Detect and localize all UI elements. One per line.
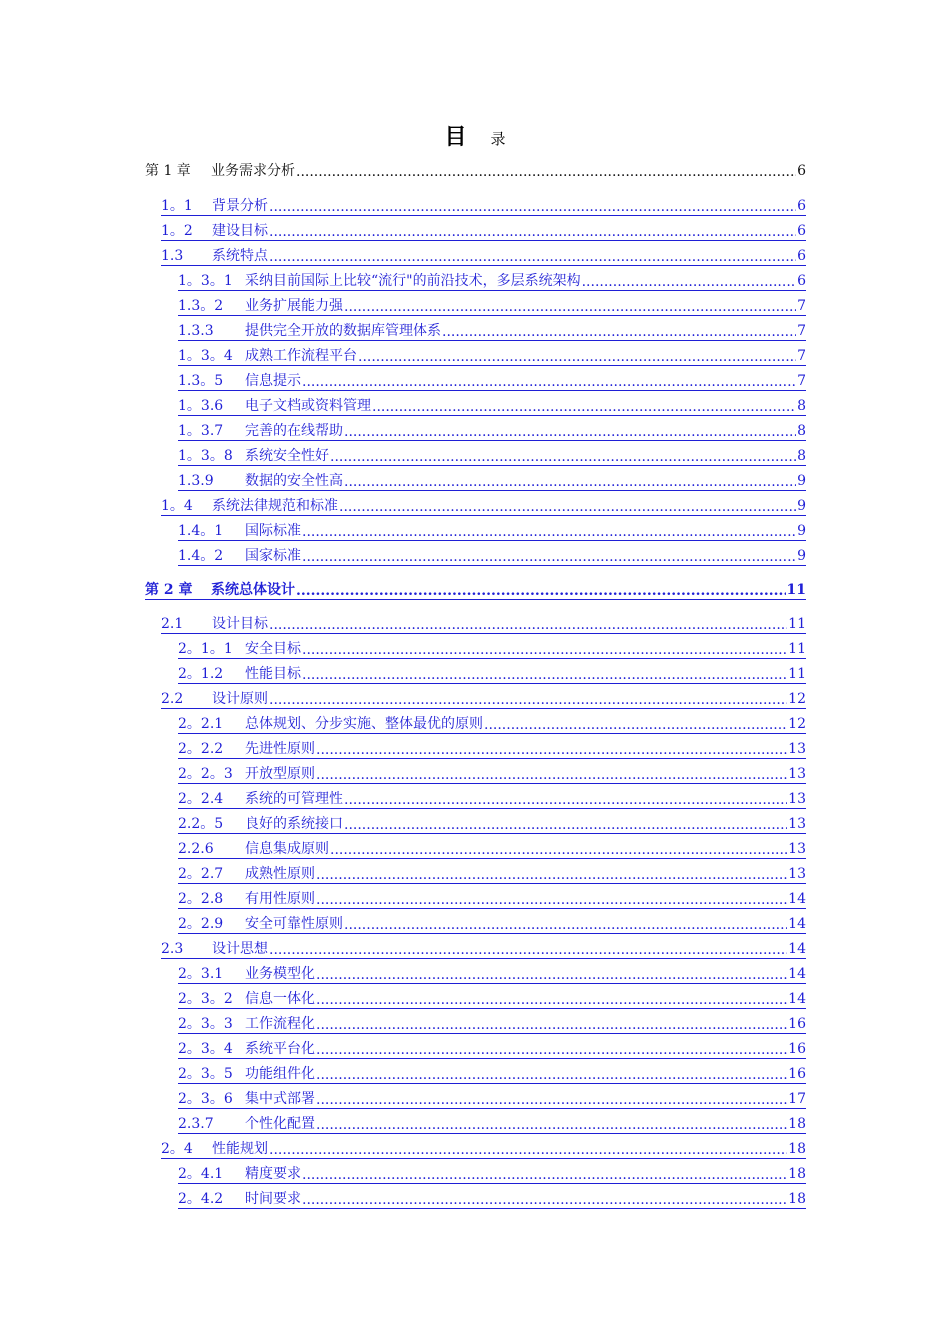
toc-entry-number: 1。2 [161,223,193,239]
toc-entry-number: 1.3.9 [178,473,214,489]
toc-entry-number: 1。1 [161,198,193,214]
toc-entry-label: 设计思想 [212,941,268,957]
toc-entry-page: 18 [788,1141,806,1157]
toc-entry-number: 2。1。1 [178,641,233,657]
toc-entry-number: 1.3 [161,248,184,264]
toc-entry-number: 1.3。5 [178,373,224,389]
toc-entry-label: 系统法律规范和标准 [212,498,338,514]
toc-dot-leader [269,224,796,240]
toc-dot-leader [344,917,787,933]
toc-entry-label: 背景分析 [212,198,268,214]
toc-entry[interactable] [178,788,806,809]
toc-entry-label: 系统的可管理性 [245,791,343,807]
toc-entry-number: 1.4。2 [178,548,224,564]
toc-entry-page: 8 [797,423,806,439]
toc-entry-page: 9 [797,548,806,564]
toc-entry-label: 精度要求 [245,1166,301,1182]
toc-entry-number: 2。4.1 [178,1166,224,1182]
toc-dot-leader [582,274,796,290]
toc-entry-number: 2。3.1 [178,966,224,982]
toc-dot-leader [296,583,786,599]
toc-entry-page: 13 [788,866,806,882]
toc-dot-leader [316,767,787,783]
toc-entry[interactable] [178,638,806,659]
toc-entry-label: 工作流程化 [245,1016,315,1032]
toc-entry-page: 18 [788,1191,806,1207]
toc-dot-leader [302,1192,787,1208]
toc-entry[interactable] [178,838,806,859]
toc-entry-label: 设计目标 [212,616,268,632]
toc-entry-number: 1。3。4 [178,348,233,364]
toc-entry[interactable] [178,713,806,734]
toc-entry-number: 2。2.2 [178,741,224,757]
toc-entry-label: 业务模型化 [245,966,315,982]
toc-entry[interactable] [178,1188,806,1209]
toc-dot-leader [344,299,796,315]
toc-entry[interactable] [178,370,806,391]
toc-entry-page: 16 [788,1016,806,1032]
toc-entry-label: 安全可靠性原则 [245,916,343,932]
toc-entry-label: 完善的在线帮助 [245,423,343,439]
toc-entry-label: 集中式部署 [245,1091,315,1107]
toc-entry-number: 2。2.1 [178,716,224,732]
toc-entry-number: 1。3。1 [178,273,233,289]
toc-entry-label: 先进性原则 [245,741,315,757]
toc-dot-leader [484,717,787,733]
toc-entry[interactable] [178,295,806,316]
toc-entry-label: 数据的安全性高 [245,473,343,489]
toc-entry[interactable] [178,1088,806,1109]
toc-entry[interactable] [178,663,806,684]
toc-entry-label: 系统平台化 [245,1041,315,1057]
toc-entry-label: 个性化配置 [245,1116,315,1132]
toc-entry[interactable] [178,1063,806,1084]
toc-entry-page: 13 [788,741,806,757]
toc-entry-label: 系统总体设计 [211,582,295,598]
toc-entry[interactable] [178,320,806,341]
toc-dot-leader [358,349,796,365]
toc-entry-page: 6 [797,163,806,179]
toc-entry[interactable] [178,913,806,934]
toc-entry-page: 6 [797,223,806,239]
toc-dot-leader [302,549,796,565]
toc-entry-number: 2。2.8 [178,891,224,907]
toc-entry-label: 电子文档或资料管理 [245,398,371,414]
toc-entry[interactable] [178,888,806,909]
toc-dot-leader [302,667,787,683]
toc-entry [145,160,806,180]
toc-entry-number: 1.3。2 [178,298,224,314]
toc-entry-page: 16 [788,1066,806,1082]
toc-entry-page: 8 [797,448,806,464]
toc-entry-number: 2。3。2 [178,991,233,1007]
toc-entry-label: 功能组件化 [245,1066,315,1082]
toc-entry[interactable] [178,420,806,441]
toc-entry-label: 成熟工作流程平台 [245,348,357,364]
toc-entry-page: 9 [797,498,806,514]
toc-entry-label: 良好的系统接口 [245,816,343,832]
toc-entry[interactable] [178,863,806,884]
toc-dot-leader [316,742,787,758]
toc-dot-leader [269,942,787,958]
toc-entry-page: 14 [788,941,806,957]
toc-dot-leader [316,892,787,908]
toc-dot-leader [339,499,796,515]
toc-entry-page: 16 [788,1041,806,1057]
toc-dot-leader [269,617,787,633]
toc-dot-leader [316,867,787,883]
toc-entry-page: 9 [797,523,806,539]
toc-entry[interactable] [178,1013,806,1034]
toc-entry-label: 性能目标 [245,666,301,682]
toc-entry[interactable] [161,245,806,266]
toc-entry-label: 建设目标 [212,223,268,239]
toc-entry-label: 国家标准 [245,548,301,564]
toc-entry-page: 11 [788,641,806,657]
toc-entry-label: 信息一体化 [245,991,315,1007]
toc-entry-page: 14 [788,966,806,982]
toc-entry-page: 18 [788,1166,806,1182]
toc-dot-leader [316,1117,787,1133]
toc-dot-leader [302,524,796,540]
toc-dot-leader [442,324,796,340]
toc-entry-label: 系统特点 [212,248,268,264]
toc-entry-label: 安全目标 [245,641,301,657]
toc-entry-page: 12 [788,716,806,732]
toc-entry-label: 性能规划 [212,1141,268,1157]
toc-entry-number: 2。3。5 [178,1066,233,1082]
toc-entry[interactable] [161,195,806,216]
toc-entry-page: 11 [788,666,806,682]
toc-entry-page: 13 [788,791,806,807]
toc-dot-leader [269,249,796,265]
toc-entry-number: 1.4。1 [178,523,224,539]
toc-entry-page: 17 [788,1091,806,1107]
toc-entry-number: 2.2.6 [178,841,214,857]
toc-entry-label: 业务需求分析 [211,163,295,179]
toc-entry-label: 采纳目前国际上比较“流行"的前沿技术，多层系统架构 [245,273,581,289]
toc-entry-number: 第 1 章 [145,163,191,179]
toc-entry-number: 2。4.2 [178,1191,224,1207]
toc-entry-page: 6 [797,248,806,264]
toc-entry-label: 总体规划、分步实施、整体最优的原则 [245,716,483,732]
toc-entry-page: 7 [797,298,806,314]
toc-entry-number: 1。3.6 [178,398,224,414]
toc-entry-number: 2。2。3 [178,766,233,782]
toc-entry[interactable] [178,395,806,416]
toc-entry-number: 2.2。5 [178,816,224,832]
toc-entry[interactable] [178,763,806,784]
toc-dot-leader [344,792,787,808]
toc-entry-number: 2。2.4 [178,791,224,807]
toc-entry-label: 信息集成原则 [245,841,329,857]
toc-entry-page: 13 [788,841,806,857]
toc-entry[interactable] [161,938,806,959]
toc-entry-label: 信息提示 [245,373,301,389]
toc-entry-page: 14 [788,916,806,932]
toc-dot-leader [344,424,796,440]
toc-dot-leader [302,374,796,390]
toc-entry[interactable] [161,1138,806,1159]
toc-entry[interactable] [178,345,806,366]
toc-entry[interactable] [161,688,806,709]
toc-dot-leader [316,1092,787,1108]
toc-entry-number: 2。3。4 [178,1041,233,1057]
toc-entry-number: 2。3。6 [178,1091,233,1107]
toc-entry-label: 有用性原则 [245,891,315,907]
toc-dot-leader [269,692,787,708]
toc-entry-number: 2。3。3 [178,1016,233,1032]
toc-entry-number: 2。4 [161,1141,193,1157]
toc-dot-leader [296,164,796,180]
toc-entry-page: 14 [788,991,806,1007]
toc-entry[interactable] [178,520,806,541]
toc-entry-page: 13 [788,816,806,832]
toc-entry-label: 成熟性原则 [245,866,315,882]
toc-entry[interactable] [178,1038,806,1059]
toc-entry-page: 11 [786,582,806,598]
toc-entry[interactable] [178,1113,806,1134]
toc-entry-page: 8 [797,398,806,414]
toc-dot-leader [302,642,787,658]
toc-entry[interactable] [178,738,806,759]
toc-entry-label: 业务扩展能力强 [245,298,343,314]
toc-entry-label: 开放型原则 [245,766,315,782]
toc-entry[interactable] [145,579,806,600]
toc-entry-page: 13 [788,766,806,782]
toc-entry-number: 2。1.2 [178,666,224,682]
toc-dot-leader [316,1017,787,1033]
toc-entry-page: 7 [797,323,806,339]
toc-entry[interactable] [178,988,806,1009]
toc-dot-leader [316,992,787,1008]
toc-dot-leader [330,842,787,858]
toc-dot-leader [344,817,787,833]
toc-entry[interactable] [178,813,806,834]
toc-entry-number: 1。4 [161,498,193,514]
toc-entry-page: 9 [797,473,806,489]
toc-entry-page: 12 [788,691,806,707]
toc-entry-number: 2。2.9 [178,916,224,932]
toc-entry[interactable] [161,495,806,516]
toc-title-main: 目 [444,124,467,150]
toc-dot-leader [316,967,787,983]
toc-entry-page: 18 [788,1116,806,1132]
toc-dot-leader [269,1142,787,1158]
toc-title-sub: 录 [490,130,506,148]
toc-entry-page: 6 [797,273,806,289]
toc-dot-leader [302,1167,787,1183]
toc-entry-number: 1.3.3 [178,323,214,339]
toc-entry-label: 设计原则 [212,691,268,707]
toc-entry[interactable] [178,545,806,566]
toc-entry-page: 7 [797,348,806,364]
toc-entry-number: 1。3.7 [178,423,224,439]
toc-entry-number: 第 2 章 [145,582,193,598]
toc-entry-number: 2.3 [161,941,184,957]
toc-dot-leader [269,199,796,215]
toc-entry-label: 国际标准 [245,523,301,539]
toc-entry-number: 2.1 [161,616,184,632]
toc-entry-page: 11 [788,616,806,632]
toc-entry-number: 2.3.7 [178,1116,214,1132]
toc-entry-page: 7 [797,373,806,389]
toc-entry-label: 时间要求 [245,1191,301,1207]
toc-entry[interactable] [161,613,806,634]
toc-entry[interactable] [178,963,806,984]
toc-entry[interactable] [178,270,806,291]
toc-dot-leader [330,449,796,465]
toc-entry-page: 14 [788,891,806,907]
toc-entry[interactable] [178,1163,806,1184]
toc-dot-leader [316,1067,787,1083]
toc-entry[interactable] [178,445,806,466]
toc-entry-label: 提供完全开放的数据库管理体系 [245,323,441,339]
toc-dot-leader [344,474,796,490]
toc-dot-leader [372,399,796,415]
toc-entry-number: 1。3。8 [178,448,233,464]
toc-entry[interactable] [161,220,806,241]
toc-entry-number: 2.2 [161,691,184,707]
toc-entry-number: 2。2.7 [178,866,224,882]
toc-dot-leader [316,1042,787,1058]
toc-entry-page: 6 [797,198,806,214]
toc-entry-label: 系统安全性好 [245,448,329,464]
toc-entry[interactable] [178,470,806,491]
